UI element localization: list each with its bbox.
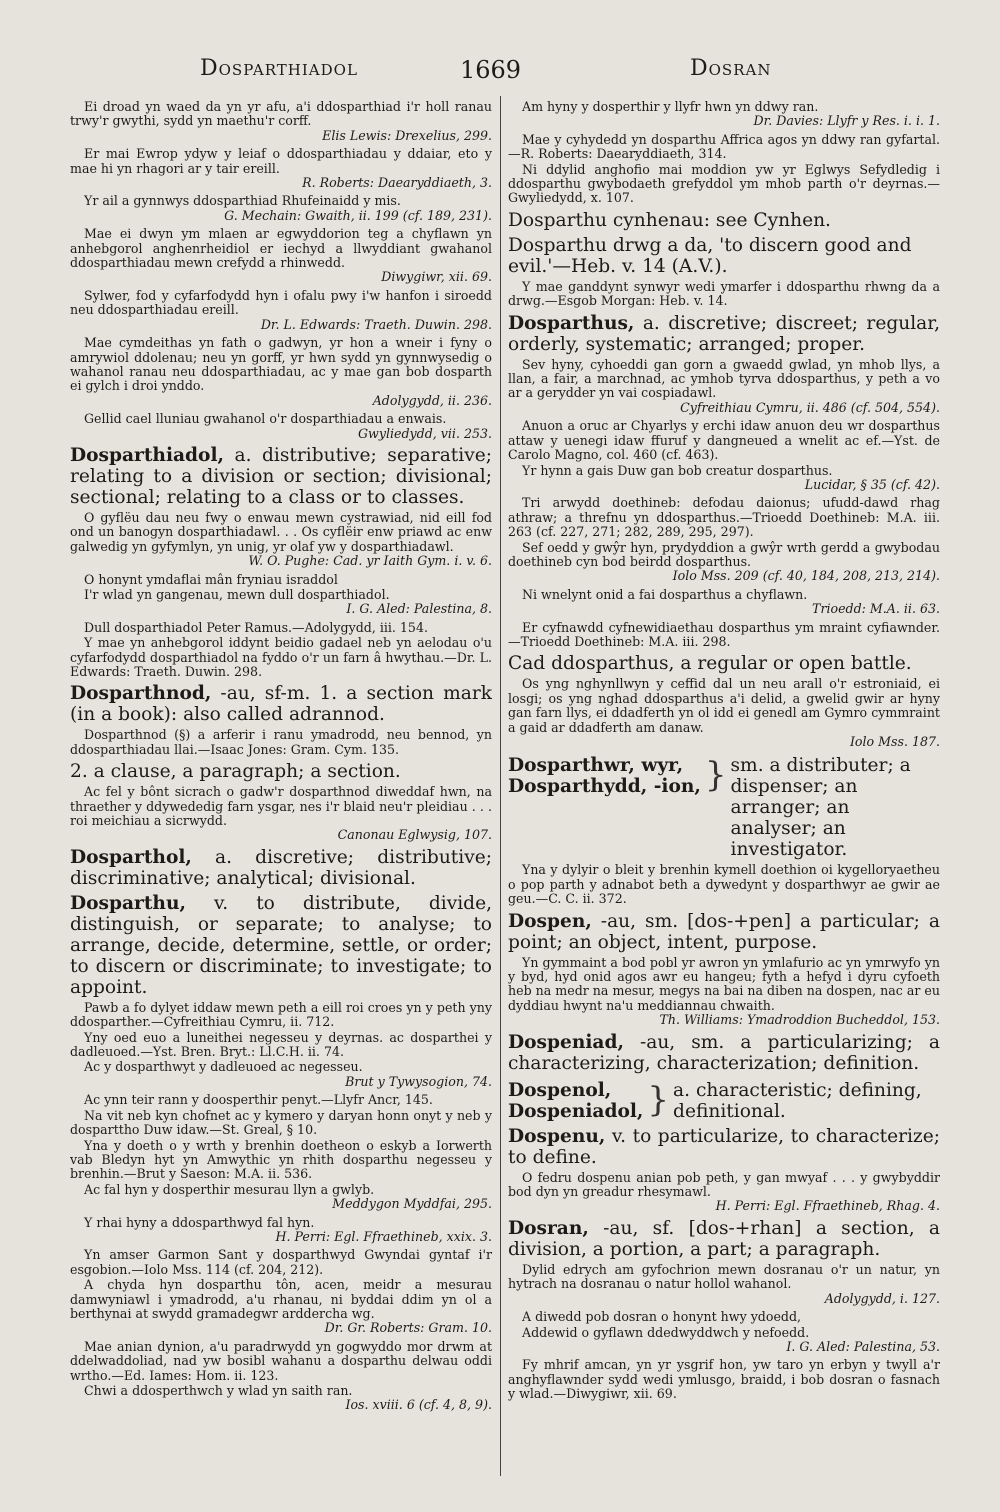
citation-source: Iolo Mss. 187. bbox=[849, 734, 940, 749]
quotation: Ac fel y bônt sicrach o gadw'r dosparthnod diweddaf hwn, na thraether y ddywededig farn ysgar, nes i'r blaid neu'r pleidiau . . . roi meichiau a sicrwydd. bbox=[70, 784, 492, 829]
headword: Dosparthol, bbox=[70, 846, 192, 868]
definition: sm. a distributer; a dispenser; an arranger; an analyser; an investigator. bbox=[730, 755, 911, 861]
dictionary-entry bbox=[508, 1032, 940, 1074]
running-head-left: Dosparthiadol bbox=[200, 56, 358, 81]
citation-source: Cyfreithiau Cymru, ii. 486 (cf. 504, 554). bbox=[680, 399, 940, 415]
quotation: Ac ynn teir rann y doosperthir penyt.—Llyfr Ancr, 145. bbox=[84, 1092, 433, 1108]
quotation: I'r wlad yn gangenau, mewn dull dosparthiadol. bbox=[84, 586, 390, 602]
quotation: O honynt ymdaflai mân fryniau israddol bbox=[84, 571, 338, 587]
dictionary-entry bbox=[70, 445, 492, 508]
definition: -au, sf. [dos-+rhan] a section, a division, a portion, a part; a paragraph. bbox=[508, 1217, 940, 1260]
quotation: Addewid o gyflawn ddedwyddwch y nefoedd. bbox=[522, 1324, 810, 1340]
quotation: Tri arwydd doethineb: defodau daionus; ufudd-dawd rhag athraw; a threfnu yn ddosparthus.—Trioedd Doethineb: M.A. iii. 263 (cf. 227, 271; 282, 289, 295, 297). bbox=[508, 495, 940, 540]
dictionary-entry bbox=[508, 1080, 940, 1122]
headword: Dospen, bbox=[508, 910, 592, 932]
citation-source: I. G. Aled: Palestina, 8. bbox=[346, 601, 492, 617]
quotation: Yna y doeth o y wrth y brenhin doetheon o eskyb a Iorwerth vab Bledyn hyt yn Amwythic yn rhith dosparthu negesseu y brenhin.—Brut y Saeson: M.A. ii. 536. bbox=[70, 1137, 492, 1182]
quotation: Ac y dosparthwyt y dadleuoed ac negesseu. bbox=[84, 1059, 363, 1075]
quotation: Yna y dylyir o bleit y brenhin kymell doethion oi kygelloryaetheu o pop parth y adnabot beth a dywedynt y dosparthwyr ae gwir ae geu.—C. C. ii. 372. bbox=[508, 862, 940, 907]
citation-source: Th. Williams: Ymadroddion Bucheddol, 153. bbox=[659, 1012, 940, 1028]
definition: -au, sm. a particularizing; a characterizing, characterization; definition. bbox=[508, 1031, 940, 1074]
sub-entry: Dosparthu drwg a da, 'to discern good and evil.'—Heb. v. 14 (A.V.). bbox=[508, 234, 912, 277]
quotation: Pawb a fo dylyet iddaw mewn peth a eill roi croes yn y peth yny ddosparther.—Cyfreithiau Cymru, ii. 712. bbox=[70, 999, 492, 1030]
quotation: Dosparthnod (§) a arferir i ranu ymadrodd, neu bennod, yn ddosparthiadau llai.—Isaac Jones: Gram. Cym. 135. bbox=[70, 727, 492, 757]
citation-source: Adolygydd, i. 127. bbox=[824, 1290, 940, 1306]
dictionary-entry bbox=[70, 893, 492, 998]
headword: Dosran, bbox=[508, 1217, 589, 1239]
headword: Dospenu, bbox=[508, 1125, 606, 1147]
quotation: Anuon a oruc ar Chyarlys y erchi idaw anuon deu wr dosparthus attaw y uenegi idaw ffuruf y dangneued a wnelit ac ef.—Yst. de Carolo Magno, col. 460 (cf. 463). bbox=[508, 418, 940, 463]
citation-source: Lucidar, § 35 (cf. 42). bbox=[804, 476, 940, 492]
citation-source: Adolygydd, ii. 236. bbox=[372, 392, 492, 408]
citation-source: H. Perri: Egl. Ffraethineb, xxix. 3. bbox=[275, 1228, 492, 1244]
citation-source: Dr. L. Edwards: Traeth. Duwin. 298. bbox=[260, 316, 492, 332]
dictionary-entry bbox=[70, 847, 492, 889]
quotation: Mae ei dwyn ym mlaen ar egwyddorion teg a chyflawn yn anhebgorol anghenrheidiol er iechyd a llwyddiant gwahanol ddosparthiadau mewn crefydd a rhinwedd. bbox=[70, 226, 492, 271]
quotation: Y mae yn anhebgorol iddynt beidio gadael neb yn aelodau o'u cyfarfodydd dosparthiadol na fyddo o'r un farn â hwythau.—Dr. L. Edwards: Traeth. Duwin. 298. bbox=[70, 635, 492, 679]
citation-source: I. G. Aled: Palestina, 53. bbox=[786, 1338, 940, 1354]
running-head-right: Dosran bbox=[690, 56, 772, 81]
quotation: Y mae ganddynt synwyr wedi ymarfer i ddosparthu rhwng da a drwg.—Esgob Morgan: Heb. v. 14. bbox=[508, 278, 940, 309]
sub-entry: 2. a clause, a paragraph; a section. bbox=[70, 761, 401, 783]
dictionary-entry bbox=[508, 1126, 940, 1168]
citation-source: H. Perri: Egl. Ffraethineb, Rhag. 4. bbox=[715, 1198, 940, 1214]
quotation: Fy mhrif amcan, yn yr ysgrif hon, yw taro yn erbyn y twyll a'r anghyflawnder sydd wedi ymlusgo, braidd, i bob dosran o fasnach y wlad.—Diwygiwr, xii. 69. bbox=[508, 1357, 940, 1402]
page-header bbox=[0, 56, 1000, 90]
citation-source: Trioedd: M.A. ii. 63. bbox=[812, 601, 940, 617]
dictionary-entry bbox=[508, 1218, 940, 1260]
quotation: Ei droad yn waed da yn yr afu, a'i ddosparthiad i'r holl ranau trwy'r gwythi, sydd yn maethu'r corff. bbox=[70, 100, 492, 129]
quotation: A chyda hyn dosparthu tôn, acen, meidr a mesurau damwyniawl i ymadrodd, a'u rhanau, ni byddai ddim yn ol a berthynai at swydd gramadegwr arddercha wg. bbox=[70, 1277, 492, 1321]
headword: Dosparthiadol, bbox=[70, 444, 224, 466]
right-column bbox=[508, 100, 940, 1492]
definition: a. characteristic; defining, definitional. bbox=[673, 1079, 922, 1122]
citation-source: Dr. Davies: Llyfr y Res. i. i. 1. bbox=[753, 113, 940, 129]
citation-source: Canonau Eglwysig, 107. bbox=[337, 827, 492, 843]
quotation: Er mai Ewrop ydyw y leiaf o ddosparthiadau y ddaiar, eto y mae hi yn rhagori ar y tair ereill. bbox=[70, 146, 492, 176]
definition: a. distributive; separative; relating to a division or section; divisional; sectional; relating to a class or to classes. bbox=[70, 444, 492, 508]
quotation: Ni ddylid anghofio mai moddion yw yr Eglwys Sefydledig i ddosparthu gwybodaeth grefyddol ym mhob parth o'r deyrnas.—Gwyliedydd, x. 107. bbox=[508, 161, 940, 206]
quotation: Yn amser Garmon Sant y dosparthwyd Gwyndai gyntaf i'r esgobion.—Iolo Mss. 114 (cf. 204, 212). bbox=[70, 1247, 492, 1277]
quotation: A diwedd pob dosran o honynt hwy ydoedd, bbox=[522, 1309, 802, 1325]
headword: Dosparthus, bbox=[508, 312, 635, 334]
quotation: Yny oed euo a luneithei negesseu y deyrnas. ac dosparthei y dadleuoed.—Yst. Bren. Bryt.: Ll.C.H. ii. 74. bbox=[70, 1029, 492, 1060]
citation-source: Meddygon Myddfai, 295. bbox=[332, 1196, 492, 1212]
quotation: O gyflëu dau neu fwy o enwau mewn cystrawiad, nid eill fod ond un banogyn dosparthiadawl. . . Os cyflëir enw priawd ac enw galwedig yn gyfymlyn, yn unig, yr olaf yw y dosparthiadawl. bbox=[70, 509, 492, 554]
sub-entry: Cad ddosparthus, a regular or open battle. bbox=[508, 653, 912, 675]
definition: v. to particularize, to characterize; to define. bbox=[508, 1125, 940, 1168]
page-number: 1669 bbox=[460, 56, 522, 84]
quotation: Am hyny y dosperthir y llyfr hwn yn ddwy ran. bbox=[522, 100, 819, 114]
dictionary-entry bbox=[508, 911, 940, 953]
quotation: Sef oedd y gwŷr hyn, prydyddion a gwŷr wrth gerdd a gwybodau doethineb cyn bod beirdd dosparthus. bbox=[508, 539, 940, 569]
quotation: Yn gymmaint a bod pobl yr awron yn ymlafurio ac yn ymrwyfo yn y byd, hyd onid agos awr eu hangeu; fyth a hefyd i dyru cyfoeth heb na medr na mesur, megys na bai na diben na dospen, nac ar eu dyddiau hwynt na'u meddiannau chwaith. bbox=[508, 954, 940, 1013]
quotation: Na vit neb kyn chofnet ac y kymero y daryan honn onyt y neb y dosparttho Duw idaw.—St. Greal, § 10. bbox=[70, 1107, 492, 1138]
quotation: O fedru dospenu anian pob peth, y gan mwyaf . . . y gwybyddir bod dyn yn greadur rhesymawl. bbox=[508, 1169, 940, 1200]
headword: Dospeniadol, bbox=[508, 1100, 644, 1122]
citation-source: W. O. Pughe: Cad. yr Iaith Gym. i. v. 6. bbox=[248, 553, 492, 569]
dictionary-entry bbox=[508, 755, 940, 860]
headword: Dospeniad, bbox=[508, 1031, 624, 1053]
quotation: Ni wnelynt onid a fai dosparthus a chyflawn. bbox=[522, 586, 808, 602]
headword: Dosparthnod, bbox=[70, 683, 212, 705]
quotation: Y rhai hyny a ddosparthwyd fal hyn. bbox=[84, 1214, 315, 1230]
quotation: Mae cymdeithas yn fath o gadwyn, yr hon a wneir i fyny o amrywiol ddolenau; neu yn gorff, yr hwn sydd yn gynnwysedig o wahanol ranau neu ddosparthiadau, ac y mae gan bob dosparth ei gylch i droi ynddo. bbox=[70, 335, 492, 394]
definition: -au, sm. [dos-+pen] a particular; a point; an object, intent, purpose. bbox=[508, 910, 940, 953]
definition: a. discretive; discreet; regular, orderly, systematic; arranged; proper. bbox=[508, 312, 940, 355]
quotation: Sylwer, fod y cyfarfodydd hyn i ofalu pwy i'w hanfon i siroedd neu ddosparthiadau ereill. bbox=[70, 287, 492, 318]
quotation: Yr hynn a gais Duw gan bob creatur dosparthus. bbox=[522, 462, 833, 478]
definition: -au, sf-m. 1. a section mark (in a book): also called adrannod. bbox=[70, 683, 492, 726]
column-divider bbox=[500, 96, 501, 1476]
citation-source: Elis Lewis: Drexelius, 299. bbox=[322, 127, 492, 143]
quotation: Yr ail a gynnwys ddosparthiad Rhufeinaidd y mis. bbox=[84, 193, 401, 209]
citation-source: G. Mechain: Gwaith, ii. 199 (cf. 189, 231). bbox=[224, 207, 492, 223]
dictionary-entry bbox=[70, 683, 492, 725]
citation-source: Ios. xviii. 6 (cf. 4, 8, 9). bbox=[345, 1397, 492, 1413]
left-column bbox=[70, 100, 492, 1492]
definition: v. to distribute, divide, distinguish, or separate; to analyse; to arrange, decide, determine, settle, or order; to discern or discriminate; to investigate; to appoint. bbox=[70, 892, 492, 998]
quotation: Mae anian dynion, a'u paradrwydd yn gogwyddo mor drwm at ddelwaddoliad, nad yw bosibl wahanu a dosparthu delwau oddi wrtho.—Ed. Iames: Hom. ii. 123. bbox=[70, 1338, 492, 1383]
quotation: Ac fal hyn y dosperthir mesurau llyn a gwlyb. bbox=[84, 1181, 375, 1197]
quotation: Chwi a ddosperthwch y wlad yn saith ran. bbox=[84, 1383, 353, 1398]
citation-source: R. Roberts: Daearyddiaeth, 3. bbox=[302, 175, 492, 191]
quotation: Dull dosparthiadol Peter Ramus.—Adolygydd, iii. 154. bbox=[84, 619, 428, 635]
quotation: Gellid cael lluniau gwahanol o'r dosparthiadau a enwais. bbox=[84, 411, 447, 427]
citation-source: Gwyliedydd, vii. 253. bbox=[358, 425, 492, 441]
citation-source: Diwygiwr, xii. 69. bbox=[381, 269, 492, 285]
brace-glyph: } bbox=[704, 755, 727, 796]
headword: Dosparthu, bbox=[70, 892, 186, 914]
dictionary-entry bbox=[508, 313, 940, 355]
brace-glyph: } bbox=[647, 1079, 670, 1120]
headword: Dospenol, bbox=[508, 1079, 612, 1101]
quotation: Sev hyny, cyhoeddi gan gorn a gwaedd gwlad, yn mhob llys, a llan, a fair, a marchnad, ac ymhob tyrva ddosparthus, y peth a vo ar a gerydder yn vai cospiadawl. bbox=[508, 356, 940, 401]
quotation: Os yng nghynllwyn y ceffid dal un neu arall o'r estroniaid, ei losgi; os yng nghad ddosparthus a'i delid, a gwelid gwir ar hyny gan farn llys, ei ddadferth yn ol idd ei genedl am Gymro cymmraint a gaid ar ddadferth am danaw. bbox=[508, 676, 940, 735]
sub-entry: Dosparthu cynhenau: see Cynhen. bbox=[508, 209, 831, 231]
citation-source: Dr. Gr. Roberts: Gram. 10. bbox=[324, 1320, 492, 1336]
headword: Dosparthwr, wyr, bbox=[508, 755, 684, 777]
definition: a. discretive; distributive; discriminative; analytical; divisional. bbox=[70, 846, 492, 889]
quotation: Er cyfnawdd cyfnewidiaethau dosparthus ym mraint cyfiawnder.—Trioedd Doethineb: M.A. iii. 298. bbox=[508, 619, 940, 649]
citation-source: Iolo Mss. 209 (cf. 40, 184, 208, 213, 214). bbox=[672, 568, 940, 584]
quotation: Dylid edrych am gyfochrion mewn dosranau o'r un natur, yn hytrach na dosranau o natur hollol wahanol. bbox=[508, 1261, 940, 1292]
quotation: Mae y cyhydedd yn dosparthu Affrica agos yn ddwy ran gyfartal.—R. Roberts: Daearyddiaeth, 314. bbox=[508, 131, 940, 162]
headword: Dosparthydd, -ion, bbox=[508, 776, 701, 798]
citation-source: Brut y Tywysogion, 74. bbox=[345, 1073, 492, 1089]
